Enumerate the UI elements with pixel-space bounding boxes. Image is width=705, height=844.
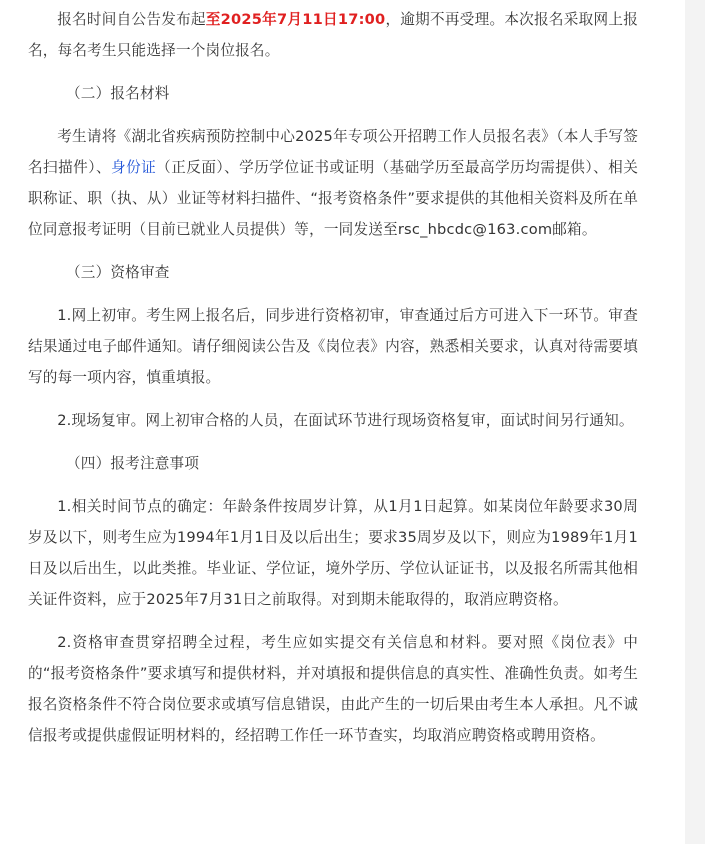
online-review-paragraph: 1.网上初审。考生网上报名后，同步进行资格初审，审查通过后方可进入下一环节。审查结果通过电子邮件通知。请仔细阅读公告及《岗位表》内容，熟悉相关要求，认真对待需要填写的每一项内容，慎重填报。 — [28, 307, 638, 386]
materials-paragraph — [28, 121, 638, 245]
registration-time-text: 报名时间自公告发布起 — [57, 11, 206, 28]
id-card-link[interactable]: 身份证 — [111, 159, 157, 176]
right-gutter — [685, 0, 705, 844]
materials-text-rest: （正反面）、学历学位证书或证明（基础学历至最高学历均需提供）、相关职称证、职（执、从）业证等材料扫描件、“报考资格条件”要求提供的其他相关资料及所在单位同意报考证明（目前已就业人员提供）等，一同发送至rsc_hbcdc@163.com邮箱。 — [28, 159, 638, 238]
qualification-honesty-paragraph: 2.资格审查贯穿招聘全过程，考生应如实提交有关信息和材料。要对照《岗位表》中的“报考资格条件”要求填写和提供材料，并对填报和提供信息的真实性、准确性负责。如考生报名资格条件不符合岗位要求或填写信息错误，由此产生的一切后果由考生本人承担。凡不诚信报考或提供虚假证明材料的，经招聘工作任一环节查实，均取消应聘资格或聘用资格。 — [28, 634, 638, 744]
article-body — [28, 0, 638, 763]
section-heading-materials: （二）报名材料 — [66, 85, 170, 102]
registration-time-text-rest: ，逾期不再受理。本次报名采取网上报名，每名考生只能选择一个岗位报名。 — [28, 11, 638, 59]
materials-text: 考生请将《湖北省疾病预防控制中心2025年专项公开招聘工作人员报名表》（本人手写签名扫描件）、 — [28, 128, 638, 176]
section-heading-qualification-review: （三）资格审查 — [66, 264, 170, 281]
registration-deadline: 至2025年7月11日17:00 — [205, 11, 386, 28]
section-heading-notes: （四）报考注意事项 — [66, 455, 200, 472]
time-node-paragraph: 1.相关时间节点的确定：年龄条件按周岁计算，从1月1日起算。如某岗位年龄要求30周岁及以下，则考生应为1994年1月1日及以后出生；要求35周岁及以下，则应为1989年1月1日及以后出生，以此类推。毕业证、学位证，境外学历、学位认证证书，以及报名所需其他相关证件资料，应于2025年7月31日之前取得。对到期未能取得的，取消应聘资格。 — [28, 498, 638, 608]
onsite-review-paragraph: 2.现场复审。网上初审合格的人员，在面试环节进行现场资格复审，面试时间另行通知。 — [57, 412, 634, 429]
registration-time-paragraph — [28, 4, 638, 66]
